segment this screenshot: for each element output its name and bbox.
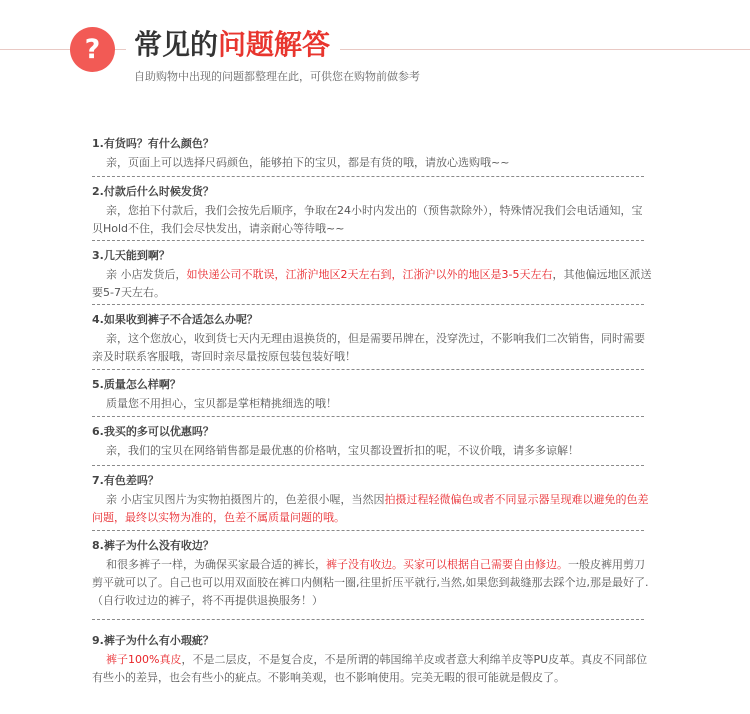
faq-answer	[92, 556, 652, 610]
answer-highlight: 裤子100%真皮	[106, 653, 182, 666]
faq-answer	[92, 154, 652, 172]
faq-answer	[92, 330, 652, 366]
question-mark-icon: ?	[70, 27, 115, 72]
page-title	[134, 24, 330, 66]
answer-text: ，其他偏远地区派送要5-7天左右。	[92, 268, 652, 299]
faq-divider	[92, 240, 644, 241]
faq-divider	[92, 416, 644, 417]
faq-item-8	[92, 538, 652, 610]
faq-divider	[92, 465, 644, 466]
faq-divider	[92, 369, 644, 370]
answer-text: 亲，我们的宝贝在网络销售都是最优惠的价格呐，宝贝都设置折扣的呢，不议价哦，请多多谅解！	[106, 444, 579, 457]
faq-item-9	[92, 633, 652, 687]
faq-question: 1.有货吗？有什么颜色？	[92, 137, 214, 150]
faq-divider	[92, 304, 644, 305]
faq-answer	[92, 442, 652, 460]
faq-answer	[92, 491, 652, 527]
faq-divider	[92, 619, 644, 620]
faq-item-7	[92, 473, 652, 527]
faq-question: 8.裤子为什么没有收边？	[92, 539, 214, 552]
faq-divider	[92, 530, 644, 531]
faq-item-4	[92, 312, 652, 366]
answer-text: 一般皮裤用剪刀剪平就可以了。自己也可以用双面胶在裤口内侧粘一圈,往里折压平就行,当然,如果您到裁缝那去踩个边,那是最好了.（自行收过边的裤子，将不再提供退换服务！）	[92, 558, 649, 607]
faq-item-6	[92, 424, 652, 460]
faq-item-5	[92, 377, 652, 413]
answer-text: 亲，这个您放心，收到货七天内无理由退换货的，但是需要吊牌在，没穿洗过，不影响我们二次销售，同时需要亲及时联系客服哦，寄回时亲尽量按原包装包装好哦！	[92, 332, 645, 363]
faq-question: 3.几天能到啊？	[92, 249, 170, 262]
answer-highlight: 拍摄过程轻微偏色或者不同显示器呈现难以避免的色差问题，最终以实物为准的，色差不属质量问题的哦。	[92, 493, 649, 524]
faq-question: 5.质量怎么样啊？	[92, 378, 181, 391]
page-subtitle: 自助购物中出现的问题都整理在此，可供您在购物前做参考	[134, 70, 420, 83]
page-header	[0, 0, 750, 100]
answer-highlight: 裤子没有收边。买家可以根据自己需要自由修边。	[326, 558, 568, 571]
answer-text: 亲，页面上可以选择尺码颜色，能够拍下的宝贝，都是有货的哦，请放心选购哦~~	[106, 156, 510, 169]
answer-text: 和很多裤子一样，为确保买家最合适的裤长，	[106, 558, 326, 571]
answer-text: ，不是二层皮，不是复合皮，不是所谓的韩国绵羊皮或者意大利绵羊皮等PU皮革。真皮不同部位有些小的差异，也会有些小的疵点。不影响美观，也不影响使用。完美无暇的很可能就是假皮了。	[92, 653, 648, 684]
faq-question: 4.如果收到裤子不合适怎么办呢？	[92, 313, 258, 326]
faq-answer	[92, 395, 652, 413]
faq-item-3	[92, 248, 652, 302]
faq-item-2	[92, 184, 652, 238]
answer-text: 亲，您拍下付款后，我们会按先后顺序，争取在24小时内发出的（预售款除外），特殊情况我们会电话通知，宝贝Hold不住，我们会尽快发出，请亲耐心等待哦~~	[92, 204, 643, 235]
faq-question: 6.我买的多可以优惠吗？	[92, 425, 214, 438]
answer-text: 亲 小店宝贝图片为实物拍摄图片的，色差很小喔，当然因	[106, 493, 385, 506]
answer-text: 质量您不用担心，宝贝都是掌柜精挑细选的哦！	[106, 397, 337, 410]
faq-question: 2.付款后什么时候发货？	[92, 185, 214, 198]
faq-item-1	[92, 136, 652, 172]
title-part-2: 问题解答	[218, 28, 331, 61]
answer-text: 亲 小店发货后，	[106, 268, 187, 281]
faq-divider	[92, 176, 644, 177]
title-part-1: 常见的	[134, 28, 219, 61]
faq-question: 7.有色差吗？	[92, 474, 159, 487]
faq-answer	[92, 202, 652, 238]
answer-highlight: 如快递公司不耽误，江浙沪地区2天左右到，江浙沪以外的地区是3-5天左右	[186, 268, 553, 281]
faq-question: 9.裤子为什么有小瑕疵？	[92, 634, 214, 647]
faq-answer	[92, 266, 652, 302]
title-wrap	[126, 24, 340, 66]
faq-answer	[92, 651, 652, 687]
